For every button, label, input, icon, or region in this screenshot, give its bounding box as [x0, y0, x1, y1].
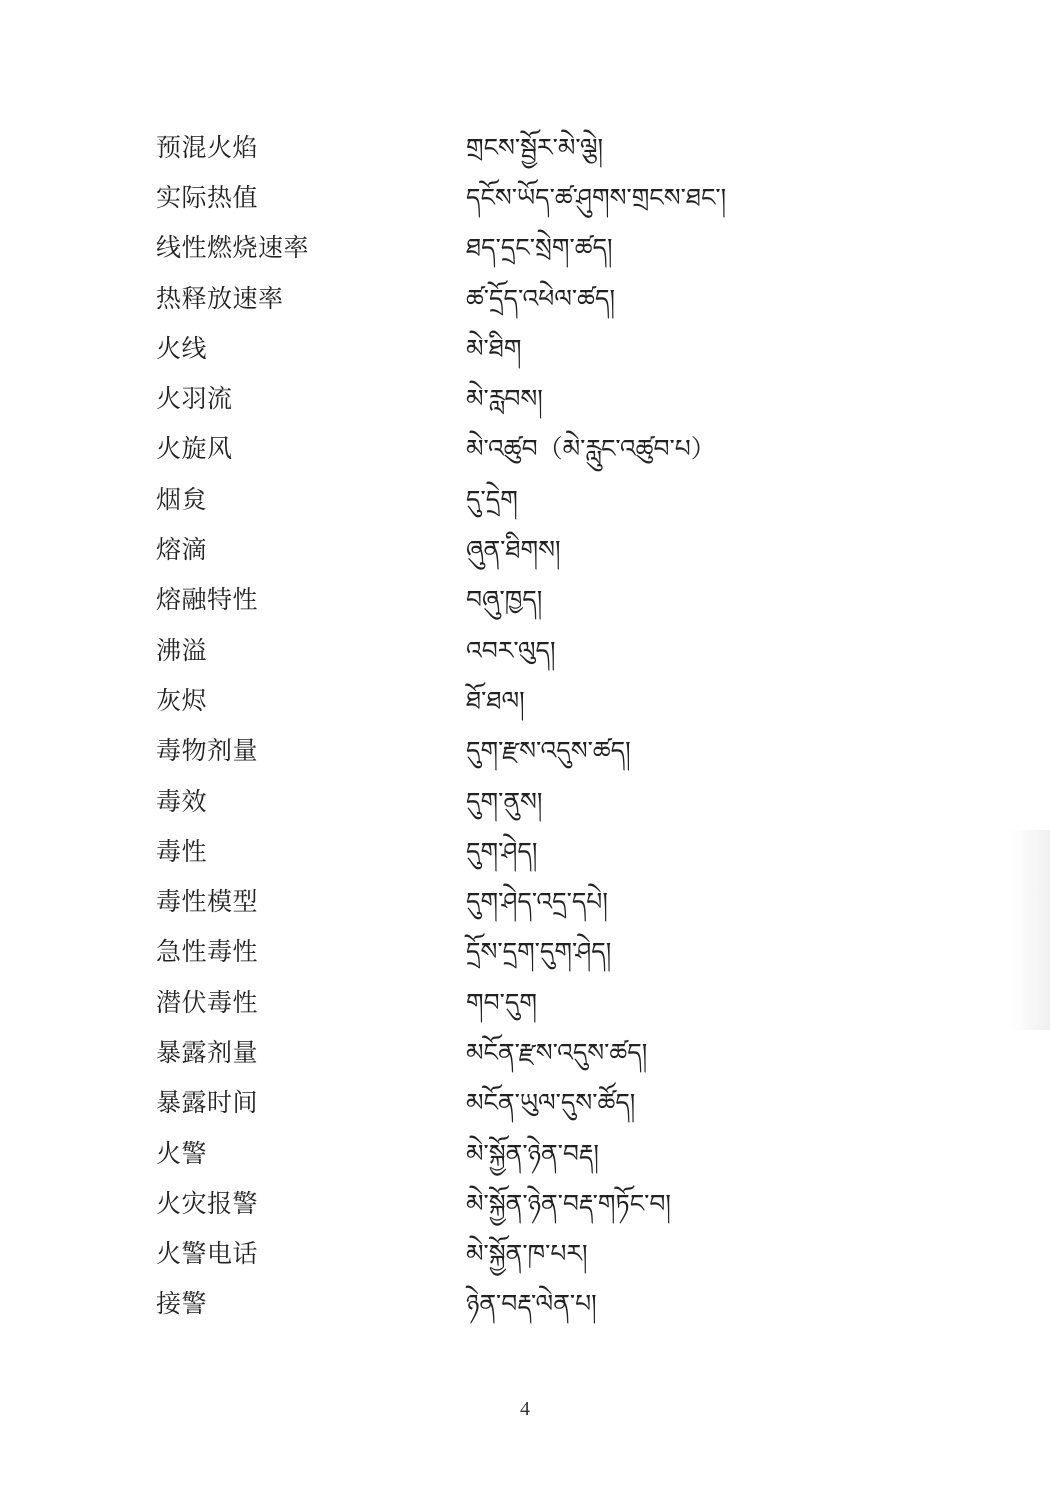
term-chinese: 火灾报警 [156, 1188, 259, 1218]
term-tibetan: མེ་སྐྱོན་ཁ་པར། [466, 1239, 588, 1269]
glossary-entry [156, 223, 916, 273]
term-chinese: 热释放速率 [156, 283, 284, 313]
term-chinese: 毒物剂量 [156, 736, 259, 766]
page-number: 4 [520, 1398, 530, 1420]
page-edge-shadow [1010, 830, 1050, 1030]
glossary-entry [156, 524, 916, 574]
term-chinese: 火警 [156, 1138, 208, 1168]
glossary-entry [156, 726, 916, 776]
term-chinese: 熔融特性 [156, 585, 259, 615]
glossary-entry [156, 323, 916, 373]
glossary-entry [156, 575, 916, 625]
glossary-list [156, 122, 916, 1329]
term-chinese: 烟炱 [156, 484, 208, 514]
term-chinese: 预混火焰 [156, 132, 259, 162]
term-chinese: 火旋风 [156, 434, 233, 464]
term-chinese: 毒效 [156, 786, 208, 816]
glossary-entry [156, 776, 916, 826]
term-chinese: 接警 [156, 1289, 208, 1319]
term-tibetan: མེ་རླབས། [466, 384, 543, 414]
term-tibetan: དུག་ནུས། [466, 786, 543, 816]
glossary-entry [156, 1128, 916, 1178]
term-tibetan: གྲངས་སྦྱོར་མེ་ལྕེ། [466, 132, 604, 162]
term-chinese: 暴露时间 [156, 1088, 259, 1118]
glossary-entry [156, 927, 916, 977]
term-chinese: 线性燃烧速率 [156, 233, 310, 263]
term-tibetan: ཐོ་ཐལ། [466, 685, 525, 715]
term-tibetan: དུག་ཤེད། [466, 836, 538, 866]
term-chinese: 急性毒性 [156, 937, 259, 967]
glossary-entry [156, 1279, 916, 1329]
term-chinese: 熔滴 [156, 535, 208, 565]
term-tibetan: མེ་འཚུབ（མེ་རླུང་འཚུབ་པ） [466, 434, 716, 464]
term-tibetan: དྲོས་དྲག་དུག་ཤེད། [466, 937, 612, 967]
glossary-entry [156, 373, 916, 423]
glossary-entry [156, 122, 916, 172]
term-tibetan: མངོན་ཡུལ་དུས་ཚོད། [466, 1088, 636, 1118]
glossary-entry [156, 625, 916, 675]
term-tibetan: མེ་སྐྱོན་ཉེན་བརྡ་གཏོང་བ། [466, 1188, 671, 1218]
term-chinese: 灰烬 [156, 685, 208, 715]
glossary-entry [156, 474, 916, 524]
glossary-entry [156, 675, 916, 725]
term-tibetan: མེ་སྐྱོན་ཉེན་བརྡ། [466, 1138, 599, 1168]
term-tibetan: ཚ་དྲོད་འཕེལ་ཚད། [466, 283, 616, 313]
term-tibetan: དངོས་ཡོད་ཚ་ཤུགས་གྲངས་ཐང་། [466, 182, 727, 212]
term-chinese: 暴露剂量 [156, 1037, 259, 1067]
term-chinese: 毒性模型 [156, 887, 259, 917]
glossary-entry [156, 876, 916, 926]
glossary-entry [156, 273, 916, 323]
term-chinese: 毒性 [156, 836, 208, 866]
term-chinese: 潜伏毒性 [156, 987, 259, 1017]
term-tibetan: བཞུ་ཁྱད། [466, 585, 543, 615]
term-tibetan: དུག་ཤེད་འདྲ་དཔེ། [466, 887, 608, 917]
glossary-entry [156, 1078, 916, 1128]
glossary-entry [156, 1027, 916, 1077]
term-tibetan: ཞུན་ཐིགས། [466, 535, 561, 565]
glossary-entry [156, 1178, 916, 1228]
term-chinese: 沸溢 [156, 635, 208, 665]
glossary-entry [156, 826, 916, 876]
glossary-entry [156, 977, 916, 1027]
term-chinese: 火线 [156, 333, 208, 363]
glossary-entry [156, 172, 916, 222]
term-chinese: 火羽流 [156, 384, 233, 414]
term-tibetan: གབ་དུག [466, 987, 537, 1017]
term-tibetan: ཉེན་བརྡ་ལེན་པ། [466, 1289, 597, 1319]
term-tibetan: དུག་རྫས་འདུས་ཚད། [466, 736, 631, 766]
glossary-entry [156, 1229, 916, 1279]
glossary-entry [156, 424, 916, 474]
term-tibetan: མངོན་རྫས་འདུས་ཚད། [466, 1037, 648, 1067]
term-tibetan: མེ་ཐིག [466, 333, 522, 363]
term-tibetan: འབར་ལུད། [466, 635, 556, 665]
term-chinese: 火警电话 [156, 1239, 259, 1269]
term-chinese: 实际热值 [156, 182, 259, 212]
term-tibetan: ཐད་དྲང་སྲེག་ཚད། [466, 233, 613, 263]
term-tibetan: དུ་དྲེག [466, 484, 518, 514]
